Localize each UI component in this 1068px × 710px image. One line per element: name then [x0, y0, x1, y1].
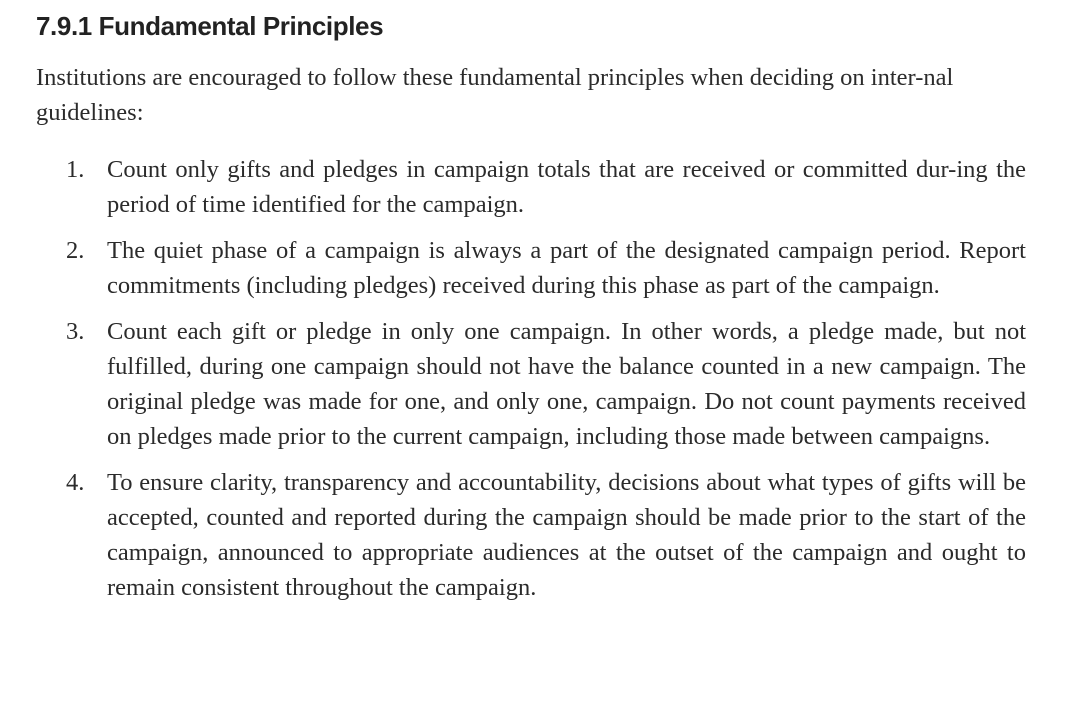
principle-item-4: [36, 465, 1026, 605]
principle-number: 1.: [66, 156, 85, 183]
intro-paragraph: Institutions are encouraged to follow these fundamental principles when deciding on inter-nal guidelines:: [36, 64, 954, 126]
principle-item-3: [36, 314, 1026, 454]
principle-text: Count each gift or pledge in only one campaign. In other words, a pledge made, but not fulfilled, during one campaign should not have the balance counted in a new campaign. The original pledge was made for one, and only one, campaign. Do not count payments received on pledges made prior to the current campaign, including those made between campaigns.: [107, 318, 1026, 450]
principle-number: 2.: [66, 237, 85, 264]
section-heading: 7.9.1 Fundamental Principles: [36, 11, 384, 41]
principle-text: To ensure clarity, transparency and accountability, decisions about what types of gifts will be accepted, counted and reported during the campaign should be made prior to the start of the campaign, announced to appropriate audiences at the outset of the campaign and ought to remain consistent throughout the campaign.: [107, 469, 1026, 601]
principle-item-2: [36, 233, 1026, 303]
principle-text: The quiet phase of a campaign is always a part of the designated campaign period. Report commitments (including pledges) received during this phase as part of the campaign.: [107, 237, 1026, 299]
principles-list: [36, 152, 1026, 616]
principle-number: 3.: [66, 318, 85, 345]
principle-text: Count only gifts and pledges in campaign totals that are received or committed dur-ing the period of time identified for the campaign.: [107, 156, 1026, 218]
principle-item-1: [36, 152, 1026, 222]
principle-number: 4.: [66, 469, 85, 496]
